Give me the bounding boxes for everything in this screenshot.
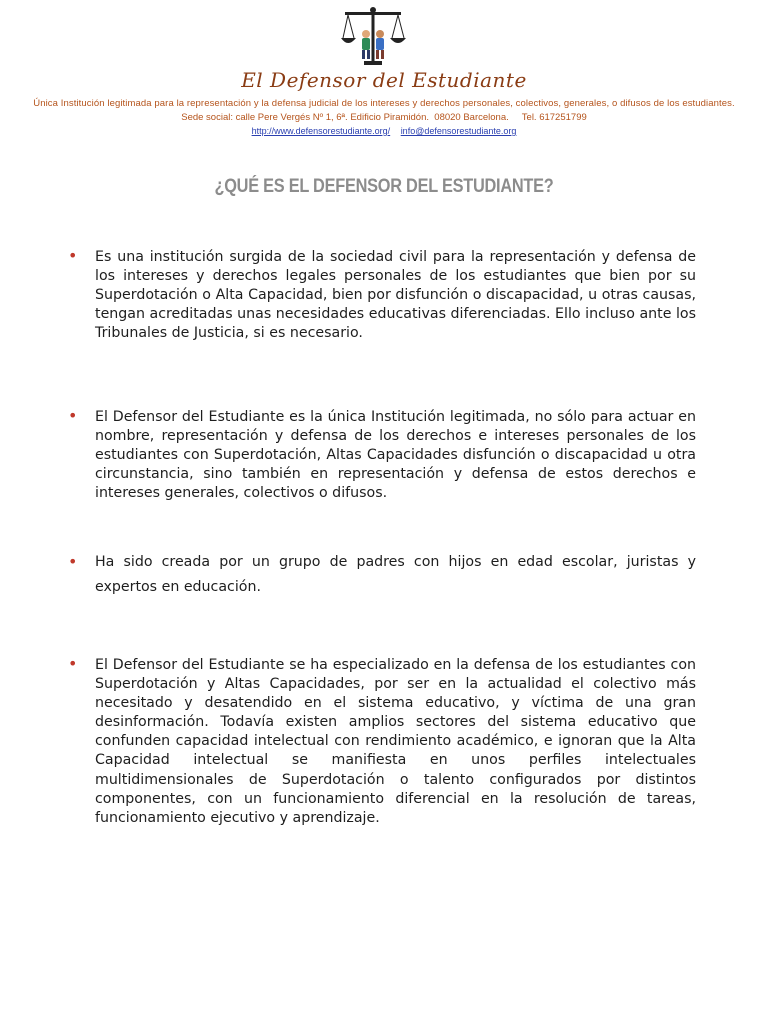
organization-name: El Defensor del Estudiante (241, 68, 527, 92)
organization-tagline: Única Institución legitimada para la representación y la defensa judicial de los intereses y derechos personales, colectivos, generales, o difusos de los estudiantes. (33, 98, 735, 109)
bullet-icon: • (68, 246, 78, 265)
page-title: ¿QUÉ ES EL DEFENSOR DEL ESTUDIANTE? (214, 176, 554, 197)
bullet-icon: • (68, 406, 78, 425)
list-item-text: Es una institución surgida de la sociedad civil para la representación y defensa de los intereses y derechos legales personales de los estudiantes que bien por su Superdotación o Alta Capacidad, bien por disfunción o discapacidad, u otras causas, tengan acreditadas unas necesidades educativas diferenciadas. Ello incluso ante los Tribunales de Justicia, si es necesario. (95, 249, 696, 342)
website-link[interactable]: http://www.defensorestudiante.org/ (251, 126, 391, 136)
organization-address: Sede social: calle Pere Vergés Nº 1, 6ª. Edificio Piramidón. 08020 Barcelona. Tel. 617251799 (181, 112, 587, 123)
list-item-text: Ha sido creada por un grupo de padres con hijos en edad escolar, juristas y expertos en educación. (95, 554, 696, 595)
scales-of-justice-with-students-icon (340, 4, 406, 70)
list-item-text: El Defensor del Estudiante se ha especializado en la defensa de los estudiantes con Superdotación y Altas Capacidades, por ser en la actualidad el colectivo más necesitado y desatendido en el sistema educativo, y víctima de una gran desinformación. Todavía existen amplios sectores del sistema educativo que confunden capacidad intelectual con rendimiento académico, e ignoran que la Alta Capacidad intelectual se manifiesta en unos perfiles intelectuales multidimensionales de Superdotación o talento configurados por distintos componentes, con un funcionamiento diferencial en la resolución de tareas, funcionamiento ejecutivo y aprendizaje. (95, 657, 696, 826)
email-link[interactable]: info@defensorestudiante.org (400, 126, 517, 136)
bullet-icon: • (68, 654, 78, 673)
contact-links (0, 126, 768, 136)
list-item-text: El Defensor del Estudiante es la única Institución legitimada, no sólo para actuar en nombre, representación y defensa de los derechos e intereses personales de los estudiantes con Superdotación, Altas Capacidades disfunción o discapacidad u otra circunstancia, sino también en representación y defensa de estos derechos e intereses generales, colectivos o difusos. (95, 409, 696, 502)
bullet-icon: • (68, 552, 78, 571)
